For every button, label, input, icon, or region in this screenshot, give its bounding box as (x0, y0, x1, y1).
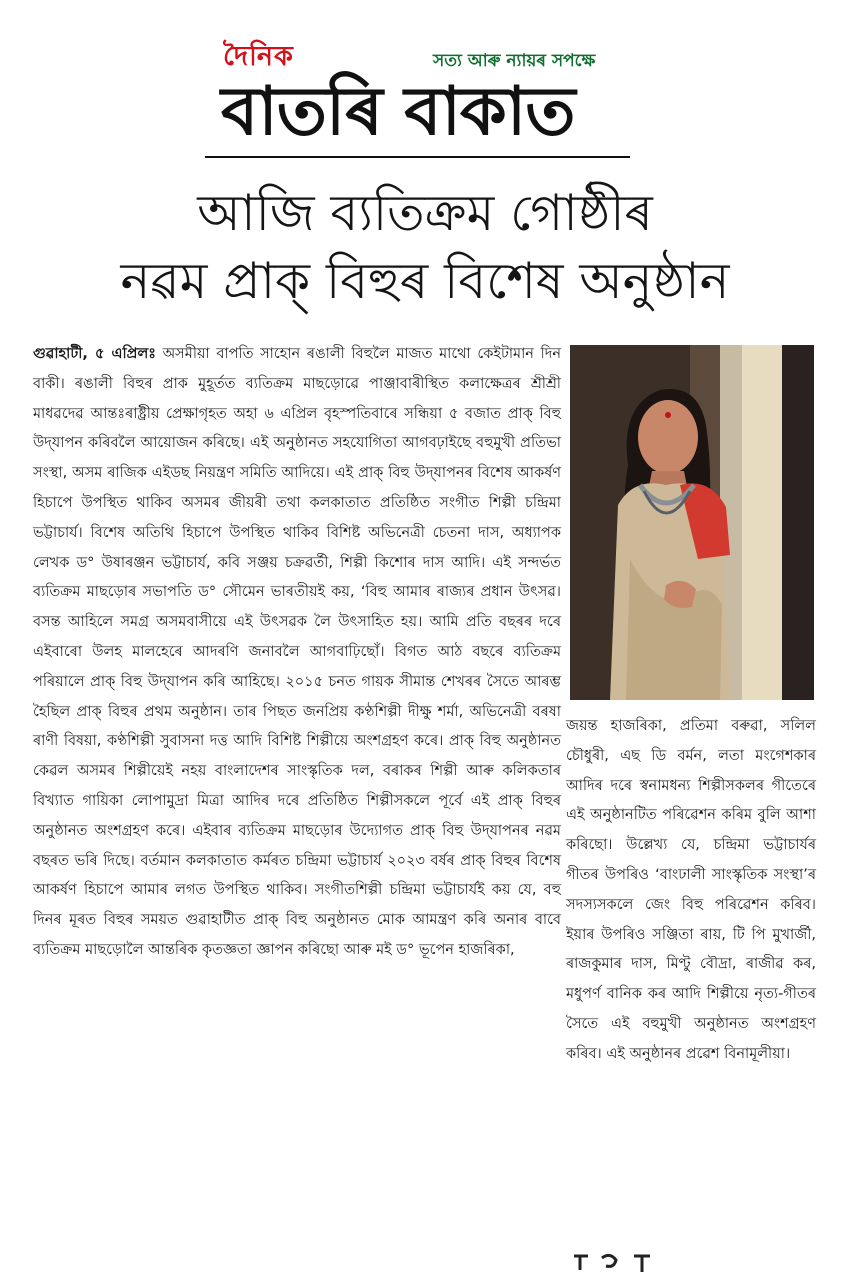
masthead-daily: দৈনিক (223, 41, 294, 72)
cut-off-text-decoration (566, 1246, 816, 1280)
portrait-image (570, 345, 814, 700)
clipped-text-fragment (566, 1246, 816, 1280)
article-paragraph (33, 340, 561, 966)
headline-line-1: আজি ব্যতিক্ৰম গোষ্ঠীৰ (197, 184, 653, 242)
masthead (205, 30, 630, 162)
article-body-right: জয়ন্ত হাজৰিকা, প্ৰতিমা বৰুৱা, সলিল চৌধুৰী, এছ ডি বৰ্মন, লতা মংগেশকাৰ আদিৰ দৰে স্বনামধন্য শিল্পীসকলৰ গীতেৰে এই অনুষ্ঠানটিত পৰিৱেশন কৰিম বুলি আশা কৰিছো। উল্লেখ্য যে, চন্দ্ৰিমা ভট্টাচাৰ্যৰ গীতৰ উপৰিও ‘বাংঢালী সাংস্কৃতিক সংস্থা’ৰ সদস্যসকলে জেং বিহু পৰিৱেশন কৰিব। ইয়াৰ উপৰিও সঞ্জিতা ৰায়, টি পি মুখাৰ্জী, ৰাজকুমাৰ দাস, মিণ্টু বৌদ্ৰা, ৰাজীৱ কৰ, মধুপৰ্ণ বানিক কৰ আদি শিল্পীয়ে নৃত্য-গীতৰ সৈতে এই বহুমুখী অনুষ্ঠানত অংশগ্ৰহণ কৰিব। এই অনুষ্ঠানৰ প্ৰৱেশ বিনামূলীয়া। (566, 718, 816, 1062)
masthead-tagline: সত্য আৰু ন্যায়ৰ সপক্ষে (433, 51, 596, 71)
newspaper-name: বাতৰি বাকাত (221, 72, 575, 150)
masthead-rule (205, 156, 630, 158)
article-headline (40, 180, 810, 316)
dateline: গুৱাহাটী, ৫ এপ্ৰিলঃ (33, 346, 156, 362)
headline-line-2: নৱম প্ৰাক্ বিহুৰ বিশেষ অনুষ্ঠান (120, 252, 730, 310)
article-column-right (566, 712, 816, 1070)
artist-photo (570, 345, 814, 700)
article-column-left (33, 340, 561, 966)
article-body-left: অসমীয়া বাপতি সাহোন ৰঙালী বিহুলৈ মাজত মাথো কেইটামান দিন বাকী। ৰঙালী বিহুৰ প্ৰাক মুহূৰ্তত ব্যতিক্ৰম মাছড়োৱে পাঞ্জাবাৰীস্থিত কলাক্ষেত্ৰৰ শ্ৰীশ্ৰী মাধৱদেৱ আন্তঃৰাষ্ট্ৰীয় প্ৰেক্ষাগৃহত অহা ৬ এপ্ৰিল বৃহস্পতিবাৰে সন্ধিয়া ৫ বজাত প্ৰাক্ বিহু উদ্‌যাপন কৰিবলৈ আয়োজন কৰিছে। এই অনুষ্ঠানত সহযোগিতা আগবঢ়াইছে বহুমুখী প্ৰতিভা সংস্থা, অসম ৰাজিক এইডছ নিয়ন্ত্ৰণ সমিতি আদিয়ে। এই প্ৰাক্ বিহু উদ্‌যাপনৰ বিশেষ আকৰ্ষণ হিচাপে উপস্থিত থাকিব অসমৰ জীয়ৰী তথা কলকাতাত প্ৰতিষ্ঠিত সংগীত শিল্পী চন্দ্ৰিমা ভট্টাচাৰ্য। বিশেষ অতিথি হিচাপে উপস্থিত থাকিব বিশিষ্ট অভিনেত্ৰী চেতনা দাস, অধ্যাপক লেখক ড° উষাৰঞ্জন ভট্টাচাৰ্য, কবি সঞ্জয় চক্ৰৱৰ্তী, শিল্পী কিশোৰ দাস আদি। এই সন্দৰ্ভত ব্যতিক্ৰম মাছড়োৰ সভাপতি ড° সৌমেন ভাৰতীয়ই কয়, ‘বিহু আমাৰ ৰাজ্যৰ প্ৰধান উৎসৱ। বসন্ত আহিলে সমগ্ৰ অসমবাসীয়ে এই উৎসৱক লৈ উৎসাহিত হয়। আমি প্ৰতি বছৰৰ দৰে এইবাৰো উলহ মালহেৰে আদৰণি জনাবলৈ আগবাঢ়িছোঁ। বিগত আঠ বছৰে ব্যতিক্ৰম পৰিয়ালে প্ৰাক্ বিহু উদ্‌যাপন কৰি আহিছে। ২০১৫ চনত গায়ক সীমান্ত শেখৰৰ সৈতে আৰম্ভ হৈছিল প্ৰাক্ বিহুৰ প্ৰথম অনুষ্ঠান। তাৰ পিছত জনপ্ৰিয় কণ্ঠশিল্পী দীক্ষু শৰ্মা, অভিনেত্ৰী বৰষা ৰাণী বিষয়া, কণ্ঠশিল্পী সুবাসনা দত্ত আদি বিশিষ্ট শিল্পীয়ে অংশগ্ৰহণ কৰে। প্ৰাক্ বিহু অনুষ্ঠানত কেৱল অসমৰ শিল্পীয়েই নহয় বাংলাদেশৰ সাংস্কৃতিক দল, বৰাকৰ শিল্পী আৰু কলিকতাৰ বিখ্যাত গায়িকা লোপামুদ্ৰা মিত্ৰা আদিৰ দৰে প্ৰতিষ্ঠিত শিল্পীসকলে পূৰ্বে এই প্ৰাক্ বিহুৰ অনুষ্ঠানত অংশগ্ৰহণ কৰে। এইবাৰ ব্যতিক্ৰম মাছড়োৰ উদ্যোগত প্ৰাক্ বিহু উদ্‌যাপনৰ নৱম বছৰত ভৰি দিছে। বৰ্তমান কলকাতাত কৰ্মৰত চন্দ্ৰিমা ভট্টাচাৰ্য ২০২৩ বৰ্ষৰ প্ৰাক্ বিহুৰ বিশেষ আকৰ্ষণ হিচাপে আমাৰ লগত উপস্থিত থাকিব। সংগীতশিল্পী চন্দ্ৰিমা ভট্টাচাৰ্যই কয় যে, বহু দিনৰ মূৰত বিহুৰ সময়ত গুৱাহাটীত প্ৰাক্ বিহু অনুষ্ঠানত মোক আমন্ত্ৰণ কৰি অনাৰ বাবে ব্যতিক্ৰম মাছড়োলৈ আন্তৰিক কৃতজ্ঞতা জ্ঞাপন কৰিছো আৰু মই ড° ভূপেন হাজৰিকা, (33, 346, 562, 958)
